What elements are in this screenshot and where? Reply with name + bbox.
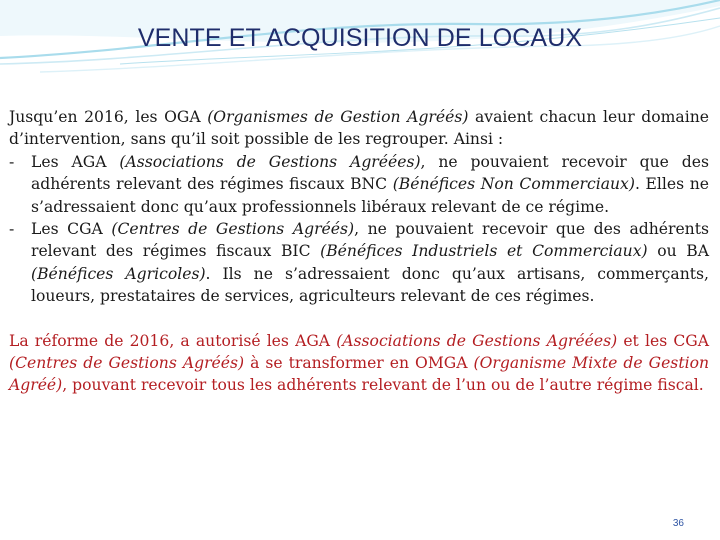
reform-paragraph: La réforme de 2016, a autorisé les AGA (Associations de Gestions Agréées) et les CGA (Centres de Gestions Agréés) à se transformer en OMGA (Organisme Mixte de Gestion Agréé), pouvant recevoir tous les adhérents relevant de l’un ou de l’autre régime fiscal. — [9, 331, 709, 395]
list-item-cga: - Les CGA (Centres de Gestions Agréés), ne pouvaient recevoir que des adhérents relevant des régimes fiscaux BIC (Bénéfices Industriels et Commerciaux) ou BA (Bénéfices Agricoles). Ils ne s’adressaient donc qu’aux artisans, commerçants, loueurs, prestataires de services, agriculteurs relevant de ces régimes. — [9, 220, 709, 306]
page-number: 36 — [672, 518, 684, 529]
list-item-aga: - Les AGA (Associations de Gestions Agréées), ne pouvaient recevoir que des adhérents relevant des régimes fiscaux BNC (Bénéfices Non Commerciaux). Elles ne s’adressaient donc qu’aux professionnels libéraux relevant de ce régime. — [9, 152, 710, 216]
slide-title: VENTE ET ACQUISITION DE LOCAUX — [137, 24, 583, 52]
bullet-dash: - — [9, 152, 15, 171]
bullet-dash: - — [9, 220, 15, 239]
regime-list — [9, 151, 709, 308]
paragraph-spacer — [9, 308, 709, 330]
intro-paragraph: Jusqu’en 2016, les OGA (Organismes de Gestion Agréés) avaient chacun leur domaine d’intervention, sans qu’il soit possible de les regrouper. Ainsi : — [9, 108, 709, 149]
slide-body — [9, 106, 709, 397]
